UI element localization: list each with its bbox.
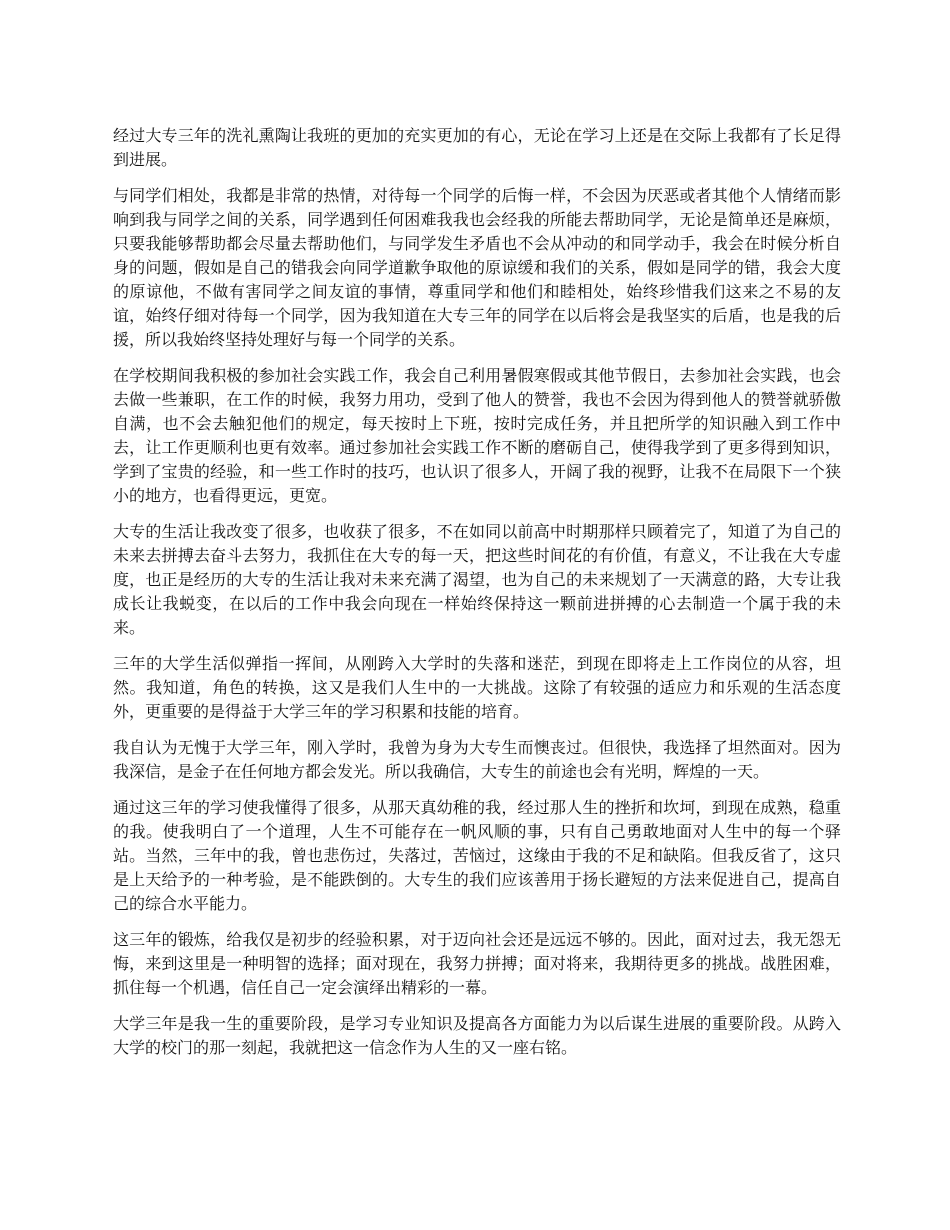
paragraph-8: 这三年的锻炼，给我仅是初步的经验积累，对于迈向社会还是远远不够的。因此，面对过去，我无怨无悔，来到这里是一种明智的选择；面对现在，我努力拼搏；面对将来，我期待更多的挑战。战胜困难，抓住每一个机遇，信任自己一定会演绎出精彩的一幕。 (113, 930, 841, 997)
paragraph-1: 经过大专三年的洗礼熏陶让我班的更加的充实更加的有心，无论在学习上还是在交际上我都有了长足得到进展。 (113, 126, 841, 169)
paragraph-4: 大专的生活让我改变了很多，也收获了很多，不在如同以前高中时期那样只顾着完了，知道了为自己的未来去拼搏去奋斗去努力，我抓住在大专的每一天，把这些时间花的有价值，有意义，不让我在大专虚度，也正是经历的大专的生活让我对未来充满了渴望，也为自己的未来规划了一天满意的路，大专让我成长让我蜕变，在以后的工作中我会向现在一样始终保持这一颗前进拼搏的心去制造一个属于我的未来。 (113, 522, 841, 637)
paragraph-3: 在学校期间我积极的参加社会实践工作，我会自己利用暑假寒假或其他节假日，去参加社会实践，也会去做一些兼职，在工作的时候，我努力用功，受到了他人的赞誉，我也不会因为得到他人的赞誉就骄傲自满，也不会去触犯他们的规定，每天按时上下班，按时完成任务，并且把所学的知识融入到工作中去，让工作更顺利也更有效率。通过参加社会实践工作不断的磨砺自己，使得我学到了更多得到知识，学到了宝贵的经验，和一些工作时的技巧，也认识了很多人，开阔了我的视野，让我不在局限下一个狭小的地方，也看得更远，更宽。 (113, 366, 841, 505)
paragraph-2: 与同学们相处，我都是非常的热情，对待每一个同学的后悔一样，不会因为厌恶或者其他个人情绪而影响到我与同学之间的关系，同学遇到任何困难我我也会经我的所能去帮助同学，无论是简单还是麻烦，只要我能够帮助都会尽量去帮助他们，与同学发生矛盾也不会从冲动的和同学动手，我会在时候分析自身的问题，假如是自己的错我会向同学道歉争取他的原谅缓和我们的关系，假如是同学的错，我会大度的原谅他，不做有害同学之间友谊的事情，尊重同学和他们和睦相处，始终珍惜我们这来之不易的友谊，始终仔细对待每一个同学，因为我知道在大专三年的同学在以后将会是我坚实的后盾，也是我的后援，所以我始终坚持处理好与每一个同学的关系。 (113, 186, 841, 349)
document-body (113, 124, 841, 1072)
paragraph-5: 三年的大学生活似弹指一挥间，从刚跨入大学时的失落和迷茫，到现在即将走上工作岗位的从容，坦然。我知道，角色的转换，这又是我们人生中的一大挑战。这除了有较强的适应力和乐观的生活态度外，更重要的是得益于大学三年的学习积累和技能的培育。 (113, 654, 841, 721)
paragraph-7: 通过这三年的学习使我懂得了很多，从那天真幼稚的我，经过那人生的挫折和坎坷，到现在成熟，稳重的我。使我明白了一个道理，人生不可能存在一帆风顺的事，只有自己勇敢地面对人生中的每一个驿站。当然，三年中的我，曾也悲伤过，失落过，苦恼过，这缘由于我的不足和缺陷。但我反省了，这只是上天给予的一种考验，是不能跌倒的。大专生的我们应该善用于扬长避短的方法来促进自己，提高自己的综合水平能力。 (113, 798, 841, 913)
paragraph-6: 我自认为无愧于大学三年，刚入学时，我曾为身为大专生而懊丧过。但很快，我选择了坦然面对。因为我深信，是金子在任何地方都会发光。所以我确信，大专生的前途也会有光明，辉煌的一天。 (113, 738, 841, 781)
paragraph-9: 大学三年是我一生的重要阶段，是学习专业知识及提高各方面能力为以后谋生进展的重要阶段。从跨入大学的校门的那一刻起，我就把这一信念作为人生的又一座右铭。 (113, 1014, 841, 1057)
